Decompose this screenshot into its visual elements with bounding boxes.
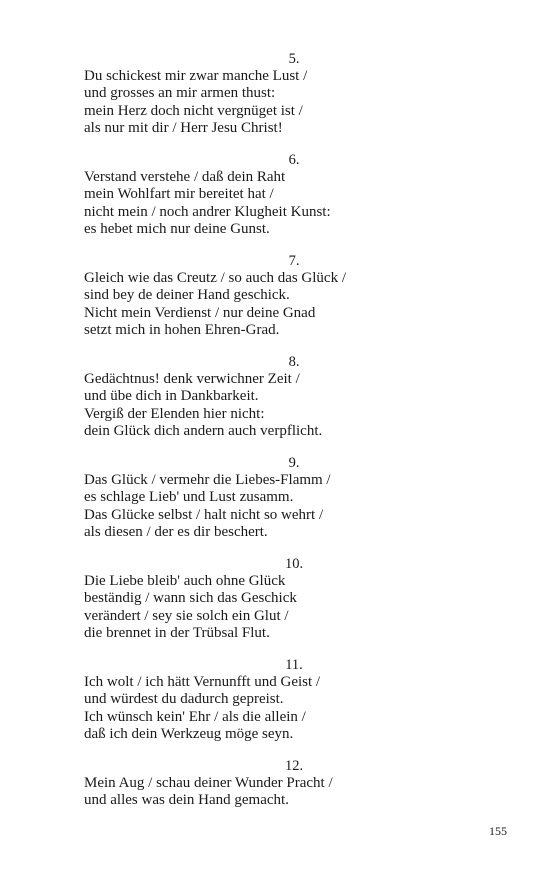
verse-line: Gedächtnus! denk verwichner Zeit / [84, 371, 300, 387]
verse-line: Das Glücke selbst / halt nicht so wehrt / [84, 506, 324, 523]
verse-line: und übe dich in Dankbarkeit. [84, 388, 259, 405]
verse-line: Nicht mein Verdienst / nur deine Gnad [84, 304, 316, 321]
stanza-number: 12. [284, 758, 304, 774]
stanza-8 [84, 354, 404, 441]
verse-line: und alles was dein Hand gemacht. [84, 792, 289, 809]
verse-line: Ich wolt / ich hätt Vernunfft und Geist / [84, 674, 321, 690]
stanza-10 [84, 556, 404, 643]
stanza-11 [84, 657, 404, 744]
verse-line: Verstand verstehe / daß dein Raht [84, 169, 286, 185]
stanza-6 [84, 152, 404, 239]
verse-line: Gleich wie das Creutz / so auch das Glück / [84, 270, 347, 286]
verse-line: Du schickest mir zwar manche Lust / [84, 68, 308, 84]
verse-line: Das Glück / vermehr die Liebes-Flamm / [84, 472, 331, 488]
stanza-number: 7. [288, 253, 300, 269]
stanza-number: 8. [288, 354, 300, 370]
stanza-9 [84, 455, 404, 542]
stanza-number: 5. [288, 51, 300, 67]
stanza-7 [84, 253, 404, 340]
verse-line: verändert / sey sie solch ein Glut / [84, 607, 289, 624]
verse-line: daß ich dein Werkzeug möge seyn. [84, 726, 294, 743]
verse-line: und grosses an mir armen thust: [84, 85, 276, 102]
verse-line: mein Wohlfart mir bereitet hat / [84, 186, 274, 203]
page-number: 155 [489, 824, 507, 838]
stanza-number: 6. [288, 152, 300, 168]
verse-line: die brennet in der Trübsal Flut. [84, 625, 270, 642]
verse-line: als nur mit dir / Herr Jesu Christ! [84, 120, 283, 137]
verse-line: Die Liebe bleib' auch ohne Glück [84, 573, 286, 589]
stanza-12 [84, 758, 404, 810]
stanza-number: 9. [288, 455, 300, 471]
stanza-number: 11. [285, 657, 303, 673]
verse-line: Vergiß der Elenden hier nicht: [84, 405, 265, 422]
verse-line: nicht mein / noch andrer Klugheit Kunst: [84, 203, 331, 220]
stanza-number: 10. [284, 556, 304, 572]
verse-line: es hebet mich nur deine Gunst. [84, 221, 270, 238]
stanza-5 [84, 51, 404, 138]
verse-line: dein Glück dich andern auch verpflicht. [84, 423, 323, 440]
verse-line: und würdest du dadurch gepreist. [84, 691, 284, 708]
verse-line: mein Herz doch nicht vergnüget ist / [84, 102, 303, 119]
verse-line: es schlage Lieb' und Lust zusamm. [84, 489, 294, 506]
verse-line: setzt mich in hohen Ehren-Grad. [84, 322, 280, 339]
verse-line: Mein Aug / schau deiner Wunder Pracht / [84, 775, 333, 791]
verse-line: sind bey de deiner Hand geschick. [84, 287, 290, 304]
verse-line: Ich wünsch kein' Ehr / als die allein / [84, 708, 306, 725]
verse-line: beständig / wann sich das Geschick [84, 590, 297, 607]
verse-line: als diesen / der es dir beschert. [84, 524, 268, 541]
